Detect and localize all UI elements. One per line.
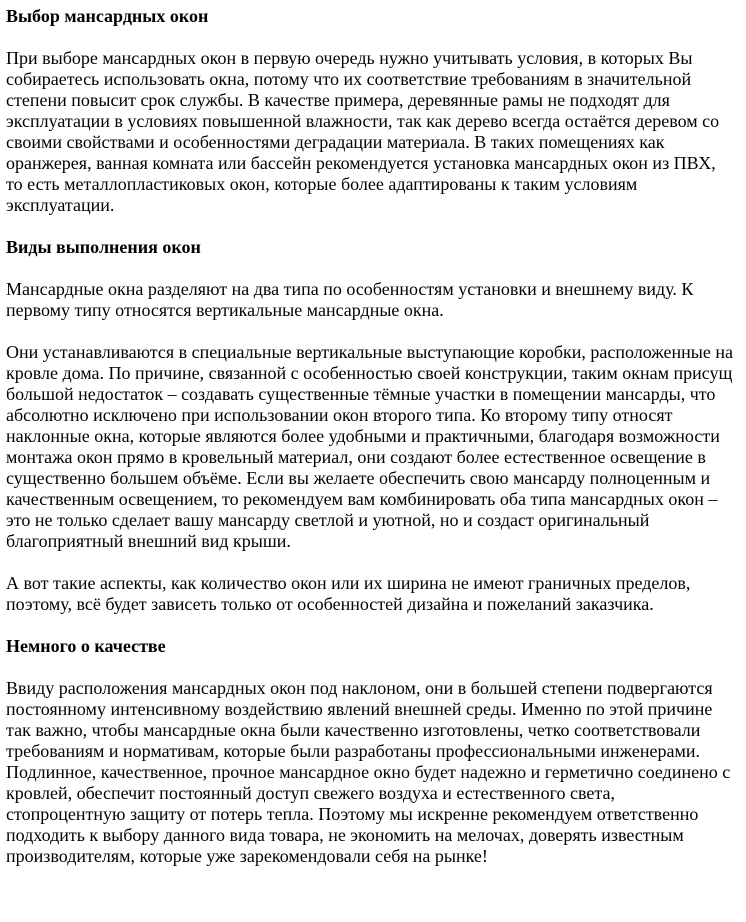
paragraph-choice: При выборе мансардных окон в первую очередь нужно учитывать условия, в которых Вы собираетесь использовать окна, потому что их соответствие требованиям в значительной степени повысит срок службы. В качестве примера, деревянные рамы не подходят для эксплуатации в условиях повышенной влажности, так как дерево всегда остаётся деревом со своими свойствами и особенностями деградации материала. В таких помещениях как оранжерея, ванная комната или бассейн рекомендуется установка мансардных окон из ПВХ, то есть металлопластиковых окон, которые более адаптированы к таким условиям эксплуатации. bbox=[6, 48, 720, 215]
section-heading-types: Виды выполнения окон bbox=[6, 237, 201, 257]
paragraph-quality: Ввиду расположения мансардных окон под наклоном, они в большей степени подвергаются постоянному интенсивному воздействию явлений внешней среды. Именно по этой причине так важно, чтобы мансардные окна были качественно изготовлены, четко соответствовали требованиям и нормативам, которые были разработаны профессиональными инженерами. Подлинное, качественное, прочное мансардное окно будет надежно и герметично соединено с кровлей, обеспечит постоянный доступ свежего воздуха и естественного света, стопроцентную защиту от потерь тепла. Поэтому мы искренне рекомендуем ответственно подходить к выбору данного вида товара, не экономить на мелочах, доверять известным производителям, которые уже зарекомендовали себя на рынке! bbox=[6, 678, 731, 866]
section-heading-quality: Немного о качестве bbox=[6, 636, 166, 656]
paragraph-types-details: Они устанавливаются в специальные вертикальные выступающие коробки, расположенные на кровле дома. По причине, связанной с особенностью своей конструкции, таким окнам присущ большой недостаток – создавать существенные тёмные участки в помещении мансарды, что абсолютно исключено при использовании окон второго типа. Ко второму типу относят наклонные окна, которые являются более удобными и практичными, благодаря возможности монтажа окон прямо в кровельный материал, они создают более естественное освещение в существенно большем объёме. Если вы желаете обеспечить свою мансарду полноценным и качественным освещением, то рекомендуем вам комбинировать оба типа мансардных окон – это не только сделает вашу мансарду светлой и уютной, но и создаст оригинальный благоприятный внешний вид крыши. bbox=[6, 342, 733, 551]
paragraph-types-intro: Мансардные окна разделяют на два типа по особенностям установки и внешнему виду. К первому типу относятся вертикальные мансардные окна. bbox=[6, 279, 694, 320]
paragraph-types-aspects: А вот такие аспекты, как количество окон или их ширина не имеют граничных пределов, поэтому, всё будет зависеть только от особенностей дизайна и пожеланий заказчика. bbox=[6, 573, 691, 614]
section-heading-choice: Выбор мансардных окон bbox=[6, 6, 209, 26]
article bbox=[6, 6, 736, 867]
